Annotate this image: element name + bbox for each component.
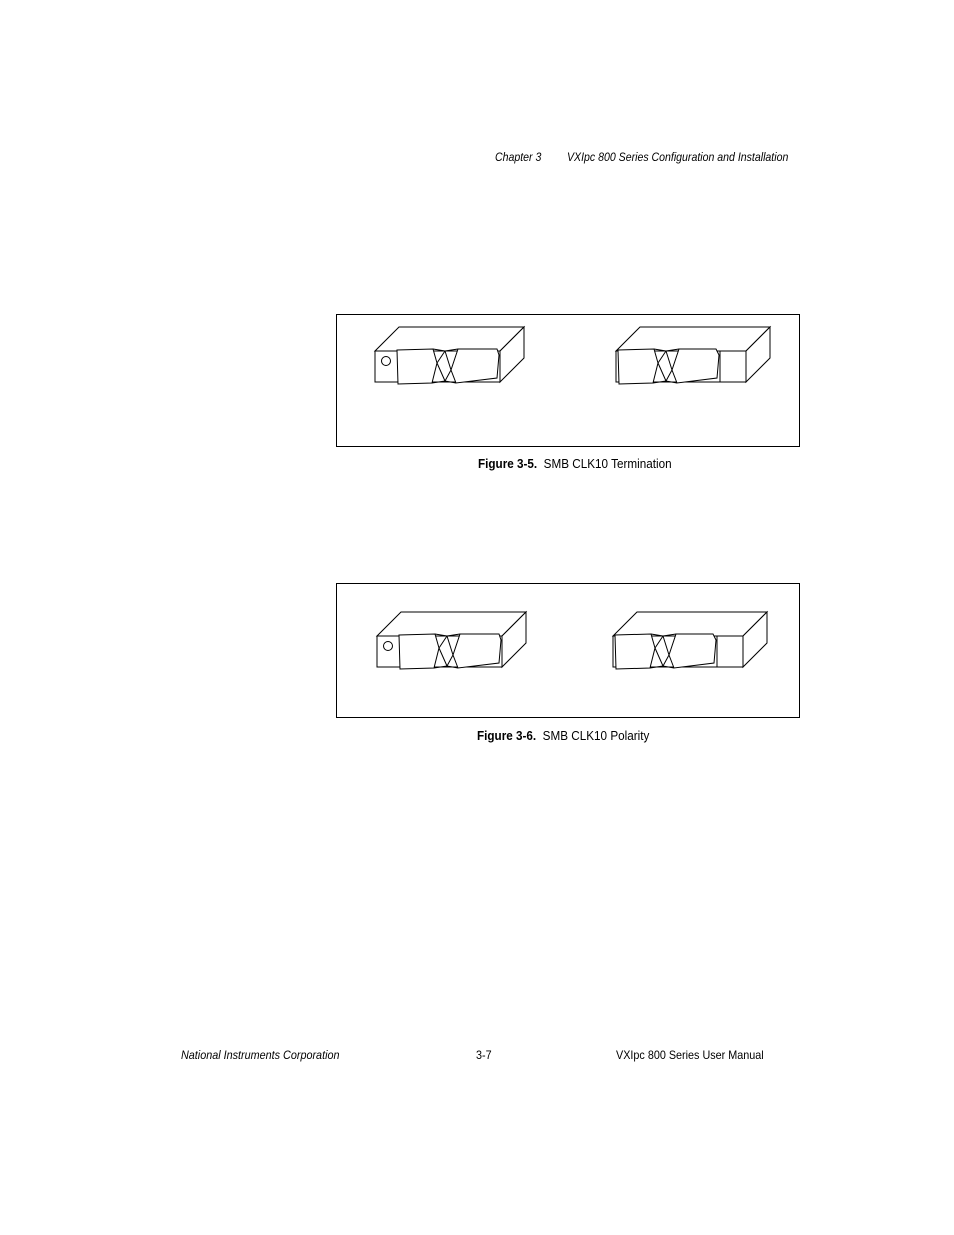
jumper-block-right <box>613 612 767 669</box>
jumper-block-right <box>616 327 770 384</box>
figure-3-6-title: SMB CLK10 Polarity <box>542 728 650 743</box>
figure-3-5-box <box>336 314 800 447</box>
running-header-title: VXIpc 800 Series Configuration and Installation <box>567 150 789 164</box>
footer-page-number: 3-7 <box>476 1048 492 1062</box>
figure-3-6-caption <box>477 728 649 743</box>
footer-manual-title: VXIpc 800 Series User Manual <box>616 1048 764 1062</box>
jumper-block-left <box>377 612 526 669</box>
figure-3-5-drawing <box>337 315 801 448</box>
running-header-chapter: Chapter 3 <box>495 150 542 164</box>
figure-3-6-label: Figure 3-6. <box>477 728 537 743</box>
figure-3-6-box <box>336 583 800 718</box>
figure-3-5-caption <box>478 456 672 471</box>
jumper-block-left <box>375 327 524 384</box>
figure-3-5-label: Figure 3-5. <box>478 456 538 471</box>
figure-3-5-title: SMB CLK10 Termination <box>543 456 672 471</box>
footer-company: National Instruments Corporation <box>181 1048 340 1062</box>
figure-3-6-drawing <box>337 584 801 719</box>
